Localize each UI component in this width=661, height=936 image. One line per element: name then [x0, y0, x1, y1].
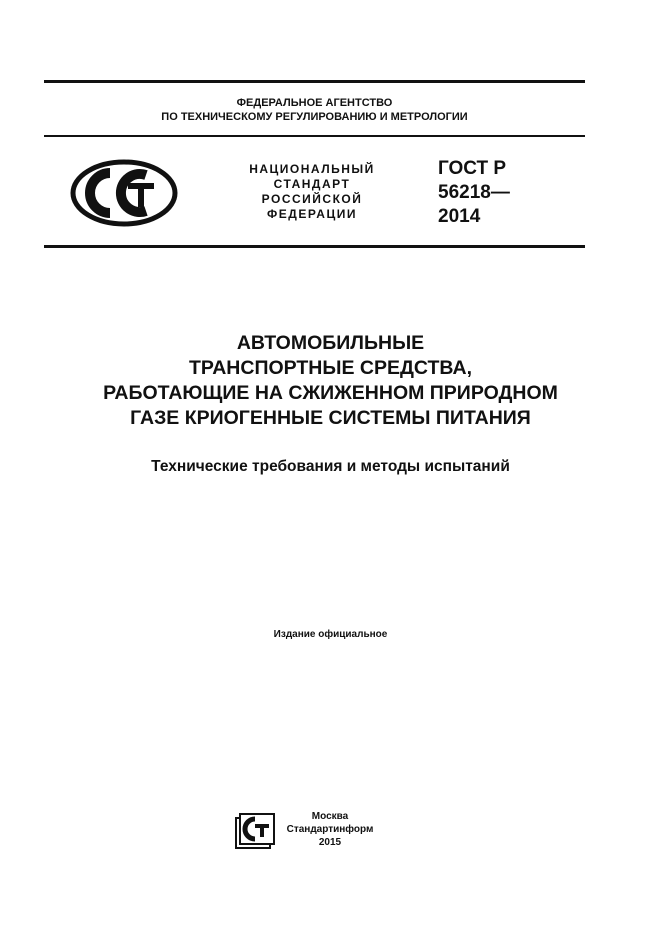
title-line-1: АВТОМОБИЛЬНЫЕ [236, 332, 425, 354]
publisher-year: 2015 [318, 837, 342, 848]
document-subtitle: Технические требования и методы испытаний [151, 458, 510, 475]
header-bottom-rule [44, 245, 585, 248]
rst-certification-mark-icon [70, 159, 178, 227]
national-line-1: НАЦИОНАЛЬНЫЙ [249, 162, 375, 176]
publisher-city: Москва [311, 811, 349, 822]
national-line-3: РОССИЙСКОЙ [261, 192, 363, 206]
document-title [44, 331, 617, 431]
title-line-2: ТРАНСПОРТНЫЕ СРЕДСТВА, [189, 357, 472, 379]
national-line-2: СТАНДАРТ [273, 177, 351, 191]
agency-rule [44, 135, 585, 137]
gost-line-1: ГОСТ Р [438, 158, 507, 179]
agency-name [44, 96, 585, 124]
gost-designation [438, 157, 510, 229]
standartinform-logo-icon [234, 812, 284, 852]
gost-line-2: 56218— [438, 182, 510, 203]
title-line-4: ГАЗЕ КРИОГЕННЫЕ СИСТЕМЫ ПИТАНИЯ [130, 407, 531, 429]
edition-label: Издание официальное [273, 629, 388, 640]
national-standard-label [232, 162, 392, 222]
publisher-info [286, 810, 374, 849]
top-rule [44, 80, 585, 83]
publisher-name: Стандартинформ [286, 824, 374, 835]
agency-line-1: ФЕДЕРАЛЬНОЕ АГЕНТСТВО [236, 97, 393, 109]
gost-line-3: 2014 [438, 206, 481, 227]
title-line-3: РАБОТАЮЩИЕ НА СЖИЖЕННОМ ПРИРОДНОМ [103, 382, 558, 404]
agency-line-2: ПО ТЕХНИЧЕСКОМУ РЕГУЛИРОВАНИЮ И МЕТРОЛОГИИ [161, 111, 468, 123]
national-line-4: ФЕДЕРАЦИИ [267, 207, 357, 221]
